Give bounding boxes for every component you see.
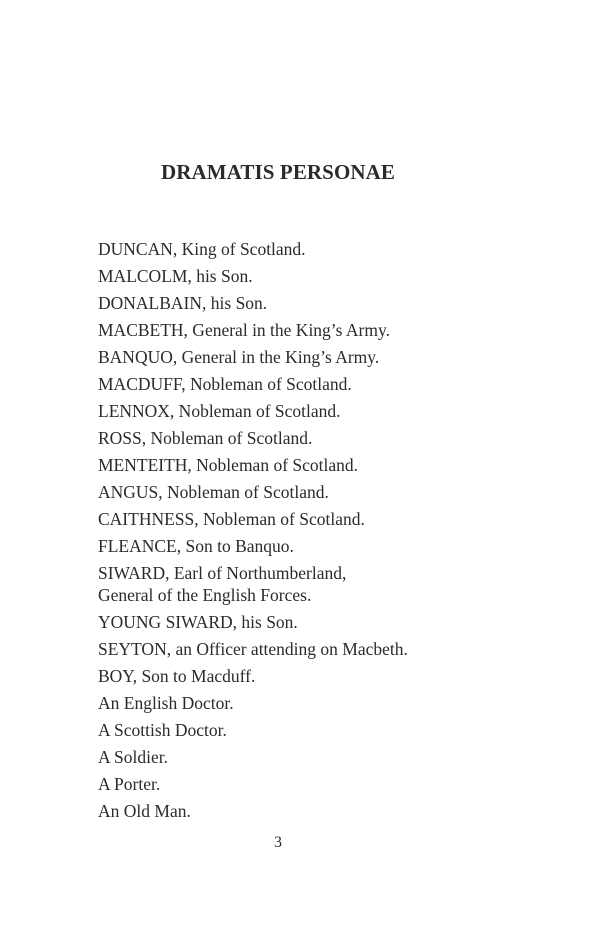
cast-item-text: BANQUO, General in the King’s Army. [98,347,380,367]
cast-item-text: MALCOLM, his Son. [98,266,253,286]
cast-item-text-continued: General of the English Forces. [98,585,312,605]
cast-item-text: MACDUFF, Nobleman of Scotland. [98,374,352,394]
cast-item-text: BOY, Son to Macduff. [98,666,256,686]
cast-item-text: DUNCAN, King of Scotland. [98,239,306,259]
cast-item-text: ANGUS, Nobleman of Scotland. [98,482,329,502]
cast-item [98,692,408,714]
cast-item [98,719,408,741]
cast-item [98,373,408,395]
cast-item [98,562,408,606]
cast-item [98,427,408,449]
cast-item [98,665,408,687]
cast-item-text: LENNOX, Nobleman of Scotland. [98,401,341,421]
cast-item-text: A Scottish Doctor. [98,720,227,740]
cast-item-text: CAITHNESS, Nobleman of Scotland. [98,509,365,529]
cast-item [98,611,408,633]
cast-item [98,292,408,314]
page-title: DRAMATIS PERSONAE [160,160,396,185]
page-number: 3 [274,834,282,851]
cast-item-text: MACBETH, General in the King’s Army. [98,320,390,340]
cast-item-text: A Porter. [98,774,161,794]
cast-item-text: FLEANCE, Son to Banquo. [98,536,294,556]
cast-item-text: SIWARD, Earl of Northumberland, [98,563,347,583]
cast-item [98,800,408,822]
cast-item [98,481,408,503]
cast-item [98,238,408,260]
cast-item [98,508,408,530]
cast-item [98,535,408,557]
cast-item [98,346,408,368]
cast-item-text: An Old Man. [98,801,191,821]
cast-item-text: YOUNG SIWARD, his Son. [98,612,298,632]
cast-item [98,265,408,287]
cast-item [98,319,408,341]
cast-item-text: ROSS, Nobleman of Scotland. [98,428,313,448]
cast-item [98,638,408,660]
cast-item [98,773,408,795]
cast-item-text: SEYTON, an Officer attending on Macbeth. [98,639,408,659]
cast-list [98,238,408,827]
cast-item [98,746,408,768]
cast-item-text: DONALBAIN, his Son. [98,293,268,313]
cast-item [98,454,408,476]
cast-item-text: MENTEITH, Nobleman of Scotland. [98,455,359,475]
cast-item [98,400,408,422]
cast-item-text: An English Doctor. [98,693,234,713]
cast-item-text: A Soldier. [98,747,169,767]
